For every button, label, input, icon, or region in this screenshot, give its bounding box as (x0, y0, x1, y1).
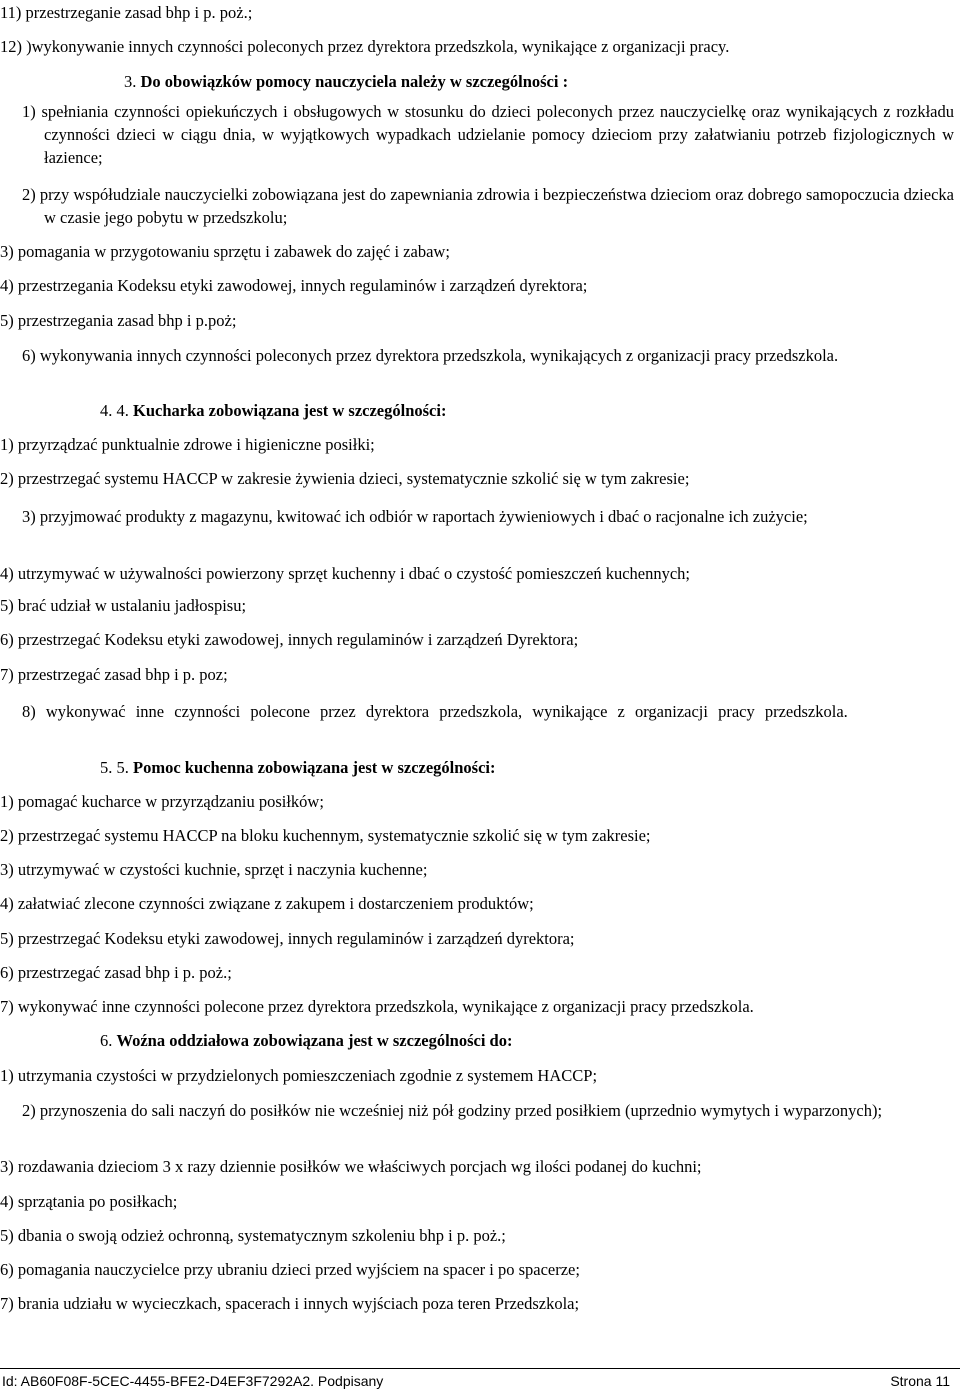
list-item: 6) przestrzegać Kodeksu etyki zawodowej, innych regulaminów i zarządzeń Dyrektora; (0, 630, 579, 649)
list-item: 6) przestrzegać zasad bhp i p. poż.; (0, 963, 232, 982)
list-item: 3) przyjmować produkty z magazynu, kwitować ich odbiór w raportach żywieniowych i dbać o racjonalne ich zużycie; (22, 507, 808, 526)
list-item: 4) utrzymywać w używalności powierzony sprzęt kuchenny i dbać o czystość pomieszczeń kuchennych; (0, 564, 691, 583)
text-line: 11) przestrzeganie zasad bhp i p. poż.; (0, 3, 253, 22)
section-number: 4. 4. (100, 401, 129, 420)
section-heading (100, 401, 446, 421)
list-item: 1) spełniania czynności opiekuńczych i obsługowych w stosunku do dzieci poleconych przez nauczycielkę oraz wynikających z rozkładu czynności dzieci w ciągu dnia, w wyjątkowych wypadkach udzielanie pomocy dzieciom przy załatwianiu potrzeb fizjologicznych w łazience; (22, 102, 954, 167)
section-heading (124, 72, 568, 92)
list-item: 2) przy współudziale nauczycielki zobowiązana jest do zapewniania zdrowia i bezpieczeństwa dzieciom oraz dobrego samopoczucia dziecka w czasie jego pobytu w przedszkolu; (22, 185, 954, 227)
list-item: 7) brania udziału w wycieczkach, spacerach i innych wyjściach poza teren Przedszkola; (0, 1294, 580, 1313)
section-title: Pomoc kuchenna zobowiązana jest w szczególności: (133, 758, 496, 777)
list-item: 1) przyrządzać punktualnie zdrowe i higieniczne posiłki; (0, 435, 375, 454)
list-item: 4) załatwiać zlecone czynności związane z zakupem i dostarczeniem produktów; (0, 894, 534, 913)
text-line: 12) )wykonywanie innych czynności poleconych przez dyrektora przedszkola, wynikające z organizacji pracy. (0, 37, 730, 56)
list-item: 4) przestrzegania Kodeksu etyki zawodowej, innych regulaminów i zarządzeń dyrektora; (0, 276, 588, 295)
list-item: 3) utrzymywać w czystości kuchnie, sprzęt i naczynia kuchenne; (0, 860, 428, 879)
list-item: 3) pomagania w przygotowaniu sprzętu i zabawek do zajęć i zabaw; (0, 242, 450, 261)
list-item: 2) przynoszenia do sali naczyń do posiłków nie wcześniej niż pół godziny przed posiłkiem (uprzednio wymytych i wyparzonych); (22, 1101, 883, 1120)
section-title: Do obowiązków pomocy nauczyciela należy w szczególności : (140, 72, 569, 91)
list-item: 7) przestrzegać zasad bhp i p. poz; (0, 665, 228, 684)
list-item: 6) wykonywania innych czynności poleconych przez dyrektora przedszkola, wynikających z organizacji pracy przedszkola. (22, 346, 839, 365)
list-item: 2) przestrzegać systemu HACCP na bloku kuchennym, systematycznie szkolić się w tym zakresie; (0, 826, 651, 845)
list-item: 4) sprzątania po posiłkach; (0, 1192, 178, 1211)
list-item: 1) utrzymania czystości w przydzielonych pomieszczeniach zgodnie z systemem HACCP; (0, 1066, 598, 1085)
list-item: 5) przestrzegania zasad bhp i p.poż; (0, 311, 237, 330)
section-title: Kucharka zobowiązana jest w szczególności: (133, 401, 447, 420)
list-item: 2) przestrzegać systemu HACCP w zakresie żywienia dzieci, systematycznie szkolić się w tym zakresie; (0, 469, 690, 488)
list-item: 1) pomagać kucharce w przyrządzaniu posiłków; (0, 792, 324, 811)
footer-divider (0, 1368, 960, 1369)
list-item: 7) wykonywać inne czynności polecone przez dyrektora przedszkola, wynikające z organizacji pracy przedszkola. (0, 997, 754, 1016)
section-heading (100, 1031, 512, 1051)
section-number: 6. (100, 1031, 113, 1050)
list-item: 6) pomagania nauczycielce przy ubraniu dzieci przed wyjściem na spacer i po spacerze; (0, 1260, 580, 1279)
list-item: 5) przestrzegać Kodeksu etyki zawodowej, innych regulaminów i zarządzeń dyrektora; (0, 929, 575, 948)
section-title: Woźna oddziałowa zobowiązana jest w szczególności do: (116, 1031, 513, 1050)
footer-document-id: Id: AB60F08F-5CEC-4455-BFE2-D4EF3F7292A2. Podpisany (2, 1373, 384, 1389)
footer-page-number: Strona 11 (890, 1373, 950, 1389)
list-item: 3) rozdawania dzieciom 3 x razy dziennie posiłków we właściwych porcjach wg ilości podanej do kuchni; (0, 1157, 702, 1176)
list-item: 5) dbania o swoją odzież ochronną, systematycznym szkoleniu bhp i p. poż.; (0, 1226, 506, 1245)
section-number: 5. 5. (100, 758, 129, 777)
section-number: 3. (124, 72, 137, 91)
list-item: 5) brać udział w ustalaniu jadłospisu; (0, 596, 247, 615)
section-heading (100, 758, 496, 778)
list-item: 8) wykonywać inne czynności polecone przez dyrektora przedszkola, wynikające z organizacji pracy przedszkola. (22, 702, 848, 721)
